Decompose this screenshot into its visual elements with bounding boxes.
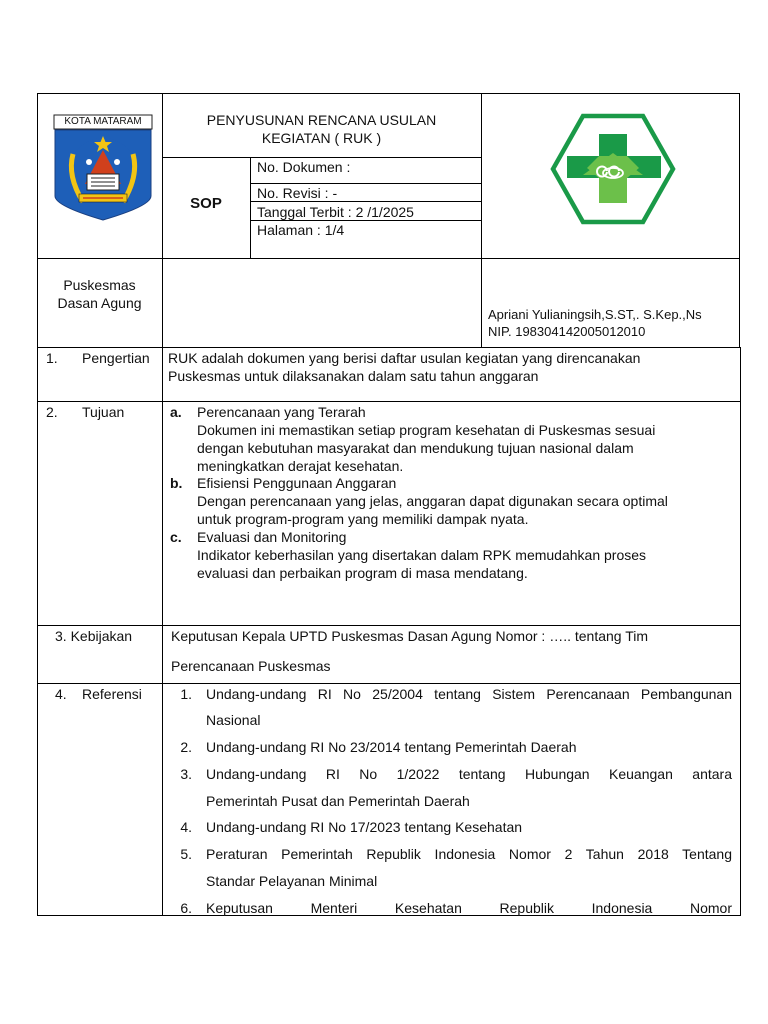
pengertian-label: Pengertian	[82, 350, 150, 366]
doc-page: Halaman : 1/4	[257, 222, 345, 238]
referensi-item-line: Undang-undang RI No 23/2014 tentang Pemerintah Daerah	[206, 739, 577, 755]
referensi-item-number: 4.	[180, 819, 192, 835]
kebijakan-text-line2: Perencanaan Puskesmas	[171, 658, 331, 674]
doc-number: No. Dokumen :	[257, 159, 351, 175]
kebijakan-text-line1: Keputusan Kepala UPTD Puskesmas Dasan Agung Nomor : ….. tentang Tim	[171, 628, 649, 644]
puskesmas-logo	[549, 113, 677, 225]
doc-issue-date: Tanggal Terbit : 2 /1/2025	[257, 204, 414, 220]
document-title-line1: PENYUSUNAN RENCANA USULAN	[206, 112, 437, 128]
document-title-line2: KEGIATAN ( RUK )	[261, 130, 382, 146]
doc-revision: No. Revisi : -	[257, 185, 338, 201]
referensi-item-number: 2.	[180, 739, 192, 755]
signer-nip: NIP. 198304142005012010	[488, 324, 646, 339]
kebijakan-label: 3. Kebijakan	[55, 628, 133, 644]
tujuan-number: 2.	[46, 404, 58, 420]
tujuan-item-title: Perencanaan yang Terarah	[197, 404, 366, 420]
referensi-item-number: 6.	[180, 900, 192, 916]
referensi-item-line: Undang-undang RI No 17/2023 tentang Kesehatan	[206, 819, 523, 835]
pengertian-text-line2: Puskesmas untuk dilaksanakan dalam satu tahun anggaran	[168, 368, 539, 384]
referensi-number: 4.	[55, 686, 67, 702]
pengertian-number: 1.	[46, 350, 58, 366]
pengertian-text-line1: RUK adalah dokumen yang berisi daftar usulan kegiatan yang direncanakan	[168, 350, 641, 366]
tujuan-item-letter: c.	[170, 529, 182, 545]
org-name-line1: Puskesmas	[63, 277, 136, 293]
kota-mataram-logo	[53, 114, 153, 222]
referensi-item-line: Pemerintah Pusat dan Pemerintah Daerah	[206, 793, 470, 809]
referensi-item-number: 3.	[180, 766, 192, 782]
sop-label: SOP	[190, 195, 222, 212]
tujuan-label: Tujuan	[82, 404, 125, 420]
referensi-item-line: Undang-undang RI No 1/2022 tentang Hubungan Keuangan antara	[206, 766, 732, 782]
logo-text: KOTA MATARAM	[64, 116, 142, 127]
referensi-label: Referensi	[82, 686, 142, 702]
tujuan-item-line: evaluasi dan perbaikan program di masa mendatang.	[197, 565, 528, 581]
signer-name: Apriani Yulianingsih,S.ST,. S.Kep.,Ns	[488, 307, 702, 322]
kota-mataram-emblem-icon	[53, 114, 153, 222]
tujuan-item-letter: a.	[170, 404, 182, 420]
tujuan-item-line: Indikator keberhasilan yang disertakan dalam RPK memudahkan proses	[197, 547, 647, 563]
referensi-item-number: 5.	[180, 846, 192, 862]
tujuan-item-title: Efisiensi Penggunaan Anggaran	[197, 475, 397, 491]
referensi-item-line: Peraturan Pemerintah Republik Indonesia Nomor 2 Tahun 2018 Tentang	[206, 846, 732, 862]
referensi-item-line: Keputusan Menteri Kesehatan Republik Indonesia Nomor	[206, 900, 732, 916]
tujuan-item-line: untuk program-program yang memiliki dampak nyata.	[197, 511, 529, 527]
tujuan-item-title: Evaluasi dan Monitoring	[197, 529, 347, 545]
referensi-item-line: Nasional	[206, 712, 261, 728]
health-cross-icon	[549, 113, 677, 225]
tujuan-item-line: Dengan perencanaan yang jelas, anggaran dapat digunakan secara optimal	[197, 493, 668, 509]
org-name-line2: Dasan Agung	[57, 295, 142, 311]
tujuan-item-line: meningkatkan derajat kesehatan.	[197, 458, 404, 474]
referensi-item-line: Standar Pelayanan Minimal	[206, 873, 378, 889]
tujuan-item-line: Dokumen ini memastikan setiap program kesehatan di Puskesmas sesuai	[197, 422, 656, 438]
referensi-item-number: 1.	[180, 686, 192, 702]
referensi-item-line: Undang-undang RI No 25/2004 tentang Sistem Perencanaan Pembangunan	[206, 686, 732, 702]
tujuan-item-line: dengan kebutuhan masyarakat dan mendukung tujuan nasional dalam	[197, 440, 634, 456]
tujuan-item-letter: b.	[170, 475, 183, 491]
